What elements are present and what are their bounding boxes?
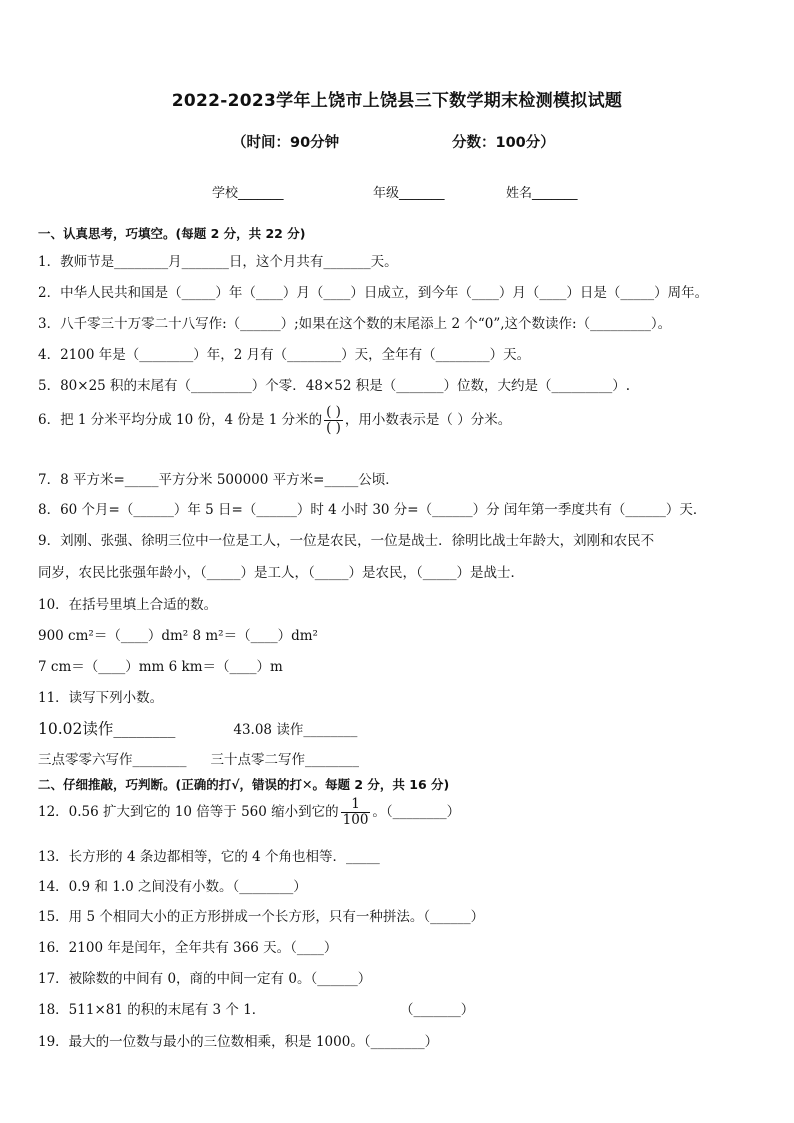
q12-denominator: 100 (342, 811, 369, 828)
question-7: 7．8 平方米=_____平方分米 500000 平方米=_____公顷． (38, 472, 399, 488)
total-score: 分数：100分） (452, 135, 555, 151)
question-1: 1．教师节是________月_______日，这个月共有_______天。 (38, 254, 398, 270)
section2-heading: 二、仔细推敲，巧判断。(正确的打√，错误的打✕。每题 2 分，共 16 分) (38, 777, 450, 792)
question-11-row1 (38, 717, 357, 739)
question-11-row2 (38, 748, 359, 768)
question-14: 14．0.9 和 1.0 之间没有小数。（________） (38, 879, 307, 895)
q6-fraction (324, 405, 343, 436)
q11-item-2: 43.08 读作________ (233, 722, 358, 738)
q12-text-after: 。（________） (372, 803, 461, 820)
name-field: 姓名_______ (506, 186, 578, 201)
q18-text: 18．511×81 的积的末尾有 3 个 1． (38, 1002, 266, 1018)
question-8: 8．60 个月=（______）年 5 日=（______）时 4 小时 30 分=（______）分 闰年第一季度共有（______）天． (38, 502, 707, 518)
question-17: 17．被除数的中间有 0，商的中间一定有 0。（______） (38, 971, 372, 987)
q12-text-before: 12．0.56 扩大到它的 10 倍等于 560 缩小到它的 (38, 803, 339, 820)
q18-blank: （_______） (400, 1002, 475, 1018)
question-16: 16．2100 年是闰年，全年共有 366 天。（____） (38, 940, 338, 956)
question-9-line1: 9．刘刚、张强、徐明三位中一位是工人，一位是农民，一位是战士．徐明比战士年龄大，刘刚和农民不 (38, 533, 655, 549)
question-9-line2: 同岁，农民比张强年龄小，（_____）是工人，（_____）是农民，（_____）是战士． (38, 565, 524, 581)
q6-text-before: 6．把 1 分米平均分成 10 份，4 份是 1 分米的 (38, 411, 323, 428)
q11-item-1: 10.02读作________ (38, 720, 176, 738)
q6-denominator: ( ) (326, 419, 341, 436)
question-15: 15．用 5 个相同大小的正方形拼成一个长方形，只有一种拼法。（______） (38, 909, 485, 925)
question-3: 3．八千零三十万零二十八写作:（______）;如果在这个数的末尾添上 2 个“0”,这个数读作:（_________）。 (38, 316, 672, 332)
school-field: 学校_______ (212, 186, 284, 201)
question-4: 4．2100 年是（________）年，2 月有（________）天，全年有（________）天。 (38, 347, 531, 363)
q11-item-3: 三点零零六写作________ (38, 752, 187, 768)
question-11: 11．读写下列小数。 (38, 690, 164, 706)
exam-subtitle (0, 131, 794, 151)
question-10-part-a: 900 cm²＝（____）dm² 8 m²＝（____）dm² (38, 628, 318, 644)
question-2: 2．中华人民共和国是（_____）年（____）月（____）日成立，到今年（____）月（____）日是（_____）周年。 (38, 285, 709, 301)
question-18 (38, 998, 475, 1018)
question-13: 13．长方形的 4 条边都相等，它的 4 个角也相等．_____ (38, 849, 380, 865)
question-10-part-b: 7 cm＝（____）mm 6 km＝（____）m (38, 659, 283, 675)
student-info (0, 182, 794, 202)
q11-item-4: 三十点零二写作________ (210, 752, 359, 768)
q6-text-after: ，用小数表示是（ ）分米。 (344, 411, 512, 428)
section1-heading: 一、认真思考，巧填空。(每题 2 分，共 22 分) (38, 226, 306, 241)
q6-numerator: ( ) (326, 404, 341, 420)
q12-fraction (341, 797, 371, 828)
question-19: 19．最大的一位数与最小的三位数相乘，积是 1000。（________） (38, 1034, 439, 1050)
question-6 (38, 405, 511, 436)
grade-field: 年级_______ (373, 186, 445, 201)
q12-numerator: 1 (341, 797, 371, 813)
exam-title: 2022-2023学年上饶市上饶县三下数学期末检测模拟试题 (171, 91, 623, 111)
question-10: 10．在括号里填上合适的数。 (38, 597, 218, 613)
question-12 (38, 797, 460, 828)
time-limit: （时间：90分钟 (232, 135, 340, 151)
question-5: 5．80×25 积的末尾有（_________）个零．48×52 积是（_______）位数，大约是（_________）. (38, 378, 631, 394)
